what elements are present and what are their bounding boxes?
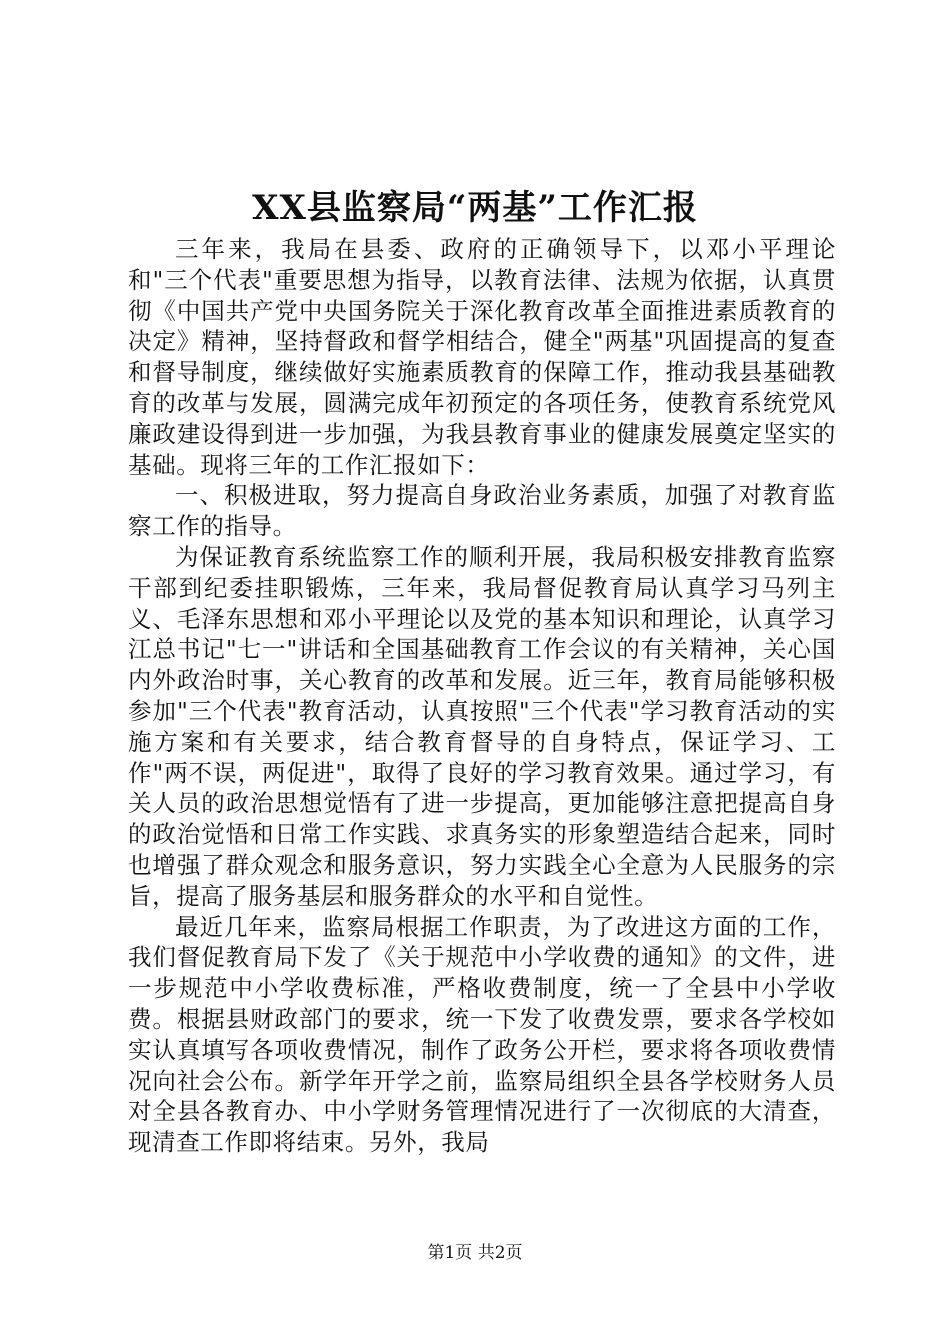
page-number-footer: 第1页 共2页 <box>427 1243 523 1263</box>
document-body <box>128 234 836 1158</box>
document-title: XX县监察局“两基”工作汇报 <box>252 188 698 228</box>
paragraph-fees: 最近几年来，监察局根据工作职责，为了改进这方面的工作，我们督促教育局下发了《关于规范中小学收费的通知》的文件，进一步规范中小学收费标准，严格收费制度，统一了全县中小学收费。根据县财政部门的要求，统一下发了收费发票，要求各学校如实认真填写各项收费情况，制作了政务公开栏，要求将各项收费情况向社会公布。新学年开学之前，监察局组织全县各学校财务人员对全县各教育办、中小学财务管理情况进行了一次彻底的大清查，现清查工作即将结束。另外，我局 <box>128 912 836 1157</box>
paragraph-study: 为保证教育系统监察工作的顺利开展，我局积极安排教育监察干部到纪委挂职锻炼，三年来，我局督促教育局认真学习马列主义、毛泽东思想和邓小平理论以及党的基本知识和理论，认真学习江总书记"七一"讲话和全国基础教育工作会议的有关精神，关心国内外政治时事，关心教育的改革和发展。近三年，教育局能够积极参加"三个代表"教育活动，认真按照"三个代表"学习教育活动的实施方案和有关要求，结合教育督导的自身特点，保证学习、工作"两不误，两促进"，取得了良好的学习教育效果。通过学习，有关人员的政治思想觉悟有了进一步提高，更加能够注意把提高自身的政治觉悟和日常工作实践、求真务实的形象塑造结合起来，同时也增强了群众观念和服务意识，努力实践全心全意为人民服务的宗旨，提高了服务基层和服务群众的水平和自觉性。 <box>128 542 836 910</box>
paragraph-section-heading: 一、积极进取，努力提高自身政治业务素质，加强了对教育监察工作的指导。 <box>128 481 836 541</box>
paragraph-intro: 三年来，我局在县委、政府的正确领导下，以邓小平理论和"三个代表"重要思想为指导，以教育法律、法规为依据，认真贯彻《中国共产党中央国务院关于深化教育改革全面推进素质教育的决定》精神，坚持督政和督学相结合，健全"两基"巩固提高的复查和督导制度，继续做好实施素质教育的保障工作，推动我县基础教育的改革与发展，圆满完成年初预定的各项任务，使教育系统党风廉政建设得到进一步加强，为我县教育事业的健康发展奠定坚实的基础。现将三年的工作汇报如下： <box>128 235 836 479</box>
